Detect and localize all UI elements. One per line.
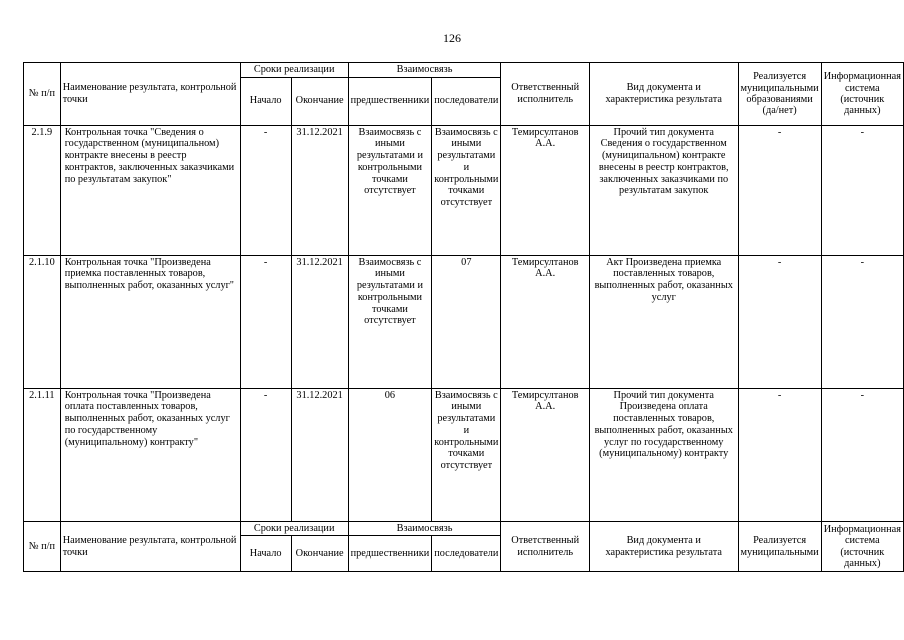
row-name: Контрольная точка "Произведена оплата поставленных товаров, выполненных работ, оказанных услуг по государственному (муниципальному) контракту" — [60, 388, 240, 521]
header-info-system: Информационная система (источник данных) — [821, 63, 903, 126]
repeat-header-row-top — [24, 521, 904, 536]
repeat-header-end: Окончание — [291, 536, 348, 572]
row-start: - — [240, 388, 291, 521]
header-realized: Реализуется муниципальными образованиями (да/нет) — [738, 63, 821, 126]
row-document: Прочий тип документа Сведения о государственном (муниципальном) контракте внесены в реестр контрактов, заключенных заказчиками по результатам закупок — [589, 125, 738, 255]
row-number: 2.1.9 — [24, 125, 61, 255]
page-number: 126 — [443, 31, 461, 45]
row-start: - — [240, 255, 291, 388]
repeat-header-start: Начало — [240, 536, 291, 572]
repeat-header-successors: последователи — [432, 536, 501, 572]
row-info-system: - — [821, 125, 903, 255]
row-name: Контрольная точка "Произведена приемка поставленных товаров, выполненных работ, оказанных услуг" — [60, 255, 240, 388]
row-predecessors: Взаимосвязь с иными результатами и контрольными точками отсутствует — [348, 255, 432, 388]
row-name: Контрольная точка "Сведения о государственном (муниципальном) контракте внесены в реестр контрактов, заключенных заказчиками по результатам закупок" — [60, 125, 240, 255]
repeat-header-terms: Сроки реализации — [240, 521, 348, 536]
repeat-header-info-system: Информационная система (источник данных) — [821, 521, 903, 572]
repeat-header-realized: Реализуется муниципальными — [738, 521, 821, 572]
header-row-top — [24, 63, 904, 78]
header-start: Начало — [240, 77, 291, 125]
table-row — [24, 255, 904, 388]
row-end: 31.12.2021 — [291, 125, 348, 255]
results-table — [23, 62, 904, 572]
row-successors: Взаимосвязь с иными результатами и контрольными точками отсутствует — [432, 388, 501, 521]
row-successors: Взаимосвязь с иными результатами и контрольными точками отсутствует — [432, 125, 501, 255]
header-document: Вид документа и характеристика результата — [589, 63, 738, 126]
row-responsible: Темирсултанов А.А. — [501, 255, 590, 388]
row-document: Акт Произведена приемка поставленных товаров, выполненных работ, оказанных услуг — [589, 255, 738, 388]
header-successors: последователи — [432, 77, 501, 125]
row-info-system: - — [821, 388, 903, 521]
repeat-header-no: № п/п — [24, 521, 61, 572]
row-predecessors: 06 — [348, 388, 432, 521]
row-predecessors: Взаимосвязь с иными результатами и контрольными точками отсутствует — [348, 125, 432, 255]
repeat-header-predecessors: предшественники — [348, 536, 432, 572]
row-successors: 07 — [432, 255, 501, 388]
row-number: 2.1.11 — [24, 388, 61, 521]
header-terms: Сроки реализации — [240, 63, 348, 78]
row-responsible: Темирсултанов А.А. — [501, 125, 590, 255]
repeat-header-name: Наименование результата, контрольной точки — [60, 521, 240, 572]
header-relation: Взаимосвязь — [348, 63, 501, 78]
row-number: 2.1.10 — [24, 255, 61, 388]
header-predecessors: предшественники — [348, 77, 432, 125]
row-document: Прочий тип документа Произведена оплата поставленных товаров, выполненных работ, оказанных услуг по государственному (муниципальному) контракту — [589, 388, 738, 521]
row-realized: - — [738, 125, 821, 255]
row-responsible: Темирсултанов А.А. — [501, 388, 590, 521]
row-end: 31.12.2021 — [291, 388, 348, 521]
table-row — [24, 125, 904, 255]
row-end: 31.12.2021 — [291, 255, 348, 388]
header-name: Наименование результата, контрольной точки — [60, 63, 240, 126]
header-end: Окончание — [291, 77, 348, 125]
table-row — [24, 388, 904, 521]
row-realized: - — [738, 255, 821, 388]
row-info-system: - — [821, 255, 903, 388]
header-responsible: Ответственный исполнитель — [501, 63, 590, 126]
header-no: № п/п — [24, 63, 61, 126]
row-start: - — [240, 125, 291, 255]
repeat-header-relation: Взаимосвязь — [348, 521, 501, 536]
repeat-header-responsible: Ответственный исполнитель — [501, 521, 590, 572]
row-realized: - — [738, 388, 821, 521]
repeat-header-document: Вид документа и характеристика результата — [589, 521, 738, 572]
